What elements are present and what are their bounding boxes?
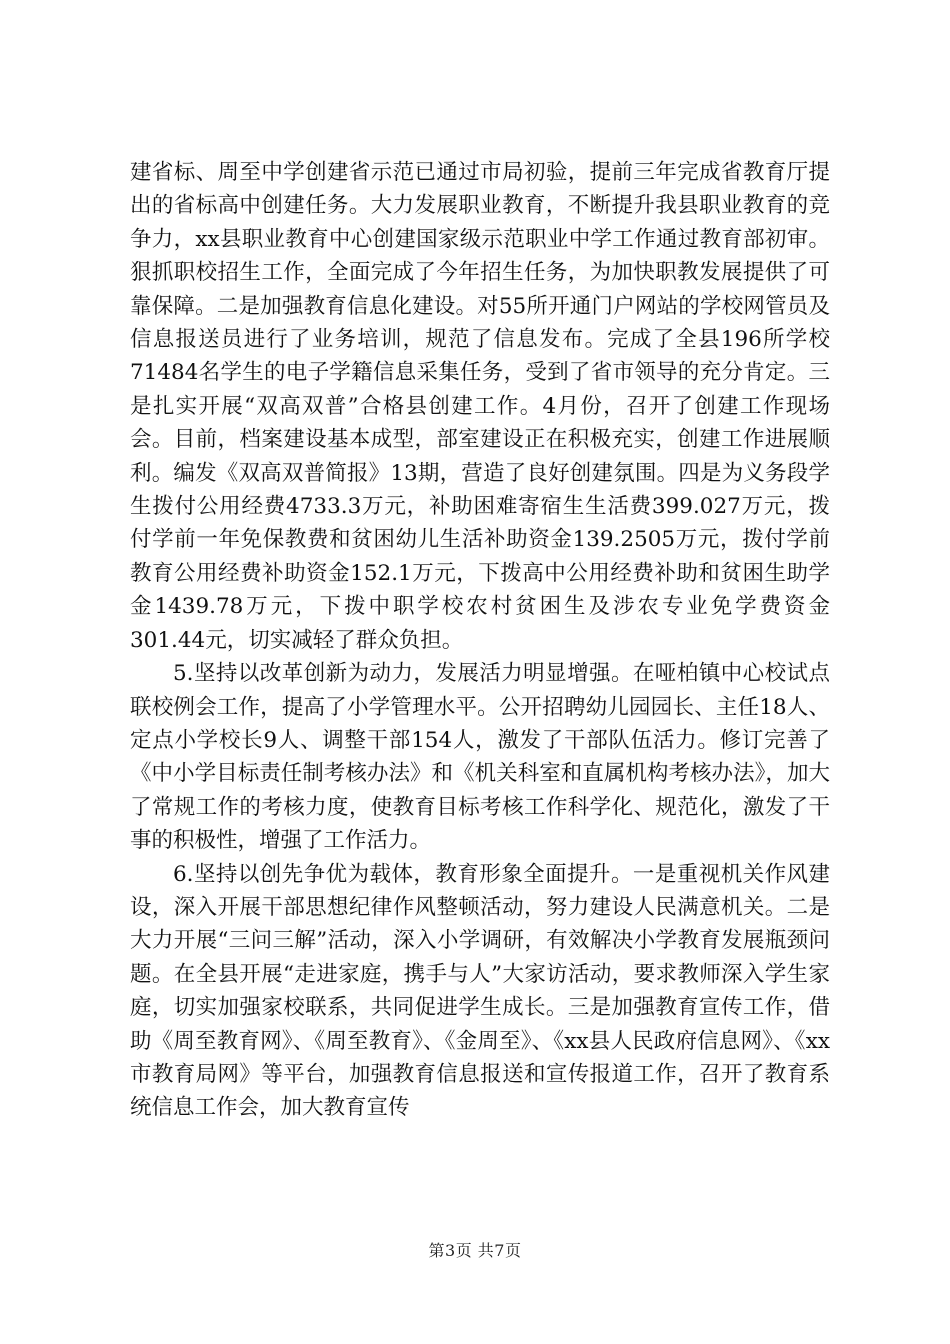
document-body [130,156,830,1125]
paragraph-6: 6.坚持以创先争优为载体，教育形象全面提升。一是重视机关作风建设，深入开展干部思想纪律作风整顿活动，努力建设人民满意机关。二是大力开展“三问三解”活动，深入小学调研，有效解决小学教育发展瓶颈问题。在全县开展“走进家庭，携手与人”大家访活动，要求教师深入学生家庭，切实加强家校联系，共同促进学生成长。三是加强教育宣传工作，借助《周至教育网》、《周至教育》、《金周至》、《xx县人民政府信息网》、《xx市教育局网》等平台，加强教育信息报送和宣传报道工作，召开了教育系统信息工作会，加大教育宣传 [130,861,830,1121]
paragraph-5: 5.坚持以改革创新为动力，发展活力明显增强。在哑柏镇中心校试点联校例会工作，提高了小学管理水平。公开招聘幼儿园园长、主任18人、定点小学校长9人、调整干部154人，激发了干部队伍活力。修订完善了《中小学目标责任制考核办法》和《机关科室和直属机构考核办法》，加大了常规工作的考核力度，使教育目标考核工作科学化、规范化，激发了干事的积极性，增强了工作活力。 [130,661,830,854]
paragraph-continued: 建省标、周至中学创建省示范已通过市局初验，提前三年完成省教育厅提出的省标高中创建任务。大力发展职业教育，不断提升我县职业教育的竞争力，xx县职业教育中心创建国家级示范职业中学工作通过教育部初审。狠抓职校招生工作，全面完成了今年招生任务，为加快职教发展提供了可靠保障。二是加强教育信息化建设。对55所开通门户网站的学校网管员及信息报送员进行了业务培训，规范了信息发布。完成了全县196所学校71484名学生的电子学籍信息采集任务，受到了省市领导的充分肯定。三是扎实开展“双高双普”合格县创建工作。4月份，召开了创建工作现场会。目前，档案建设基本成型，部室建设正在积极充实，创建工作进展顺利。编发《双高双普简报》13期，营造了良好创建氛围。四是为义务段学生拨付公用经费4733.3万元，补助困难寄宿生生活费399.027万元，拨付学前一年免保教费和贫困幼儿生活补助资金139.2505万元，拨付学前教育公用经费补助资金152.1万元，下拨高中公用经费补助和贫困生助学金1439.78万元，下拨中职学校农村贫困生及涉农专业免学费资金301.44元，切实减轻了群众负担。 [130,160,830,653]
page-footer: 第3页 共7页 [428,1241,522,1260]
